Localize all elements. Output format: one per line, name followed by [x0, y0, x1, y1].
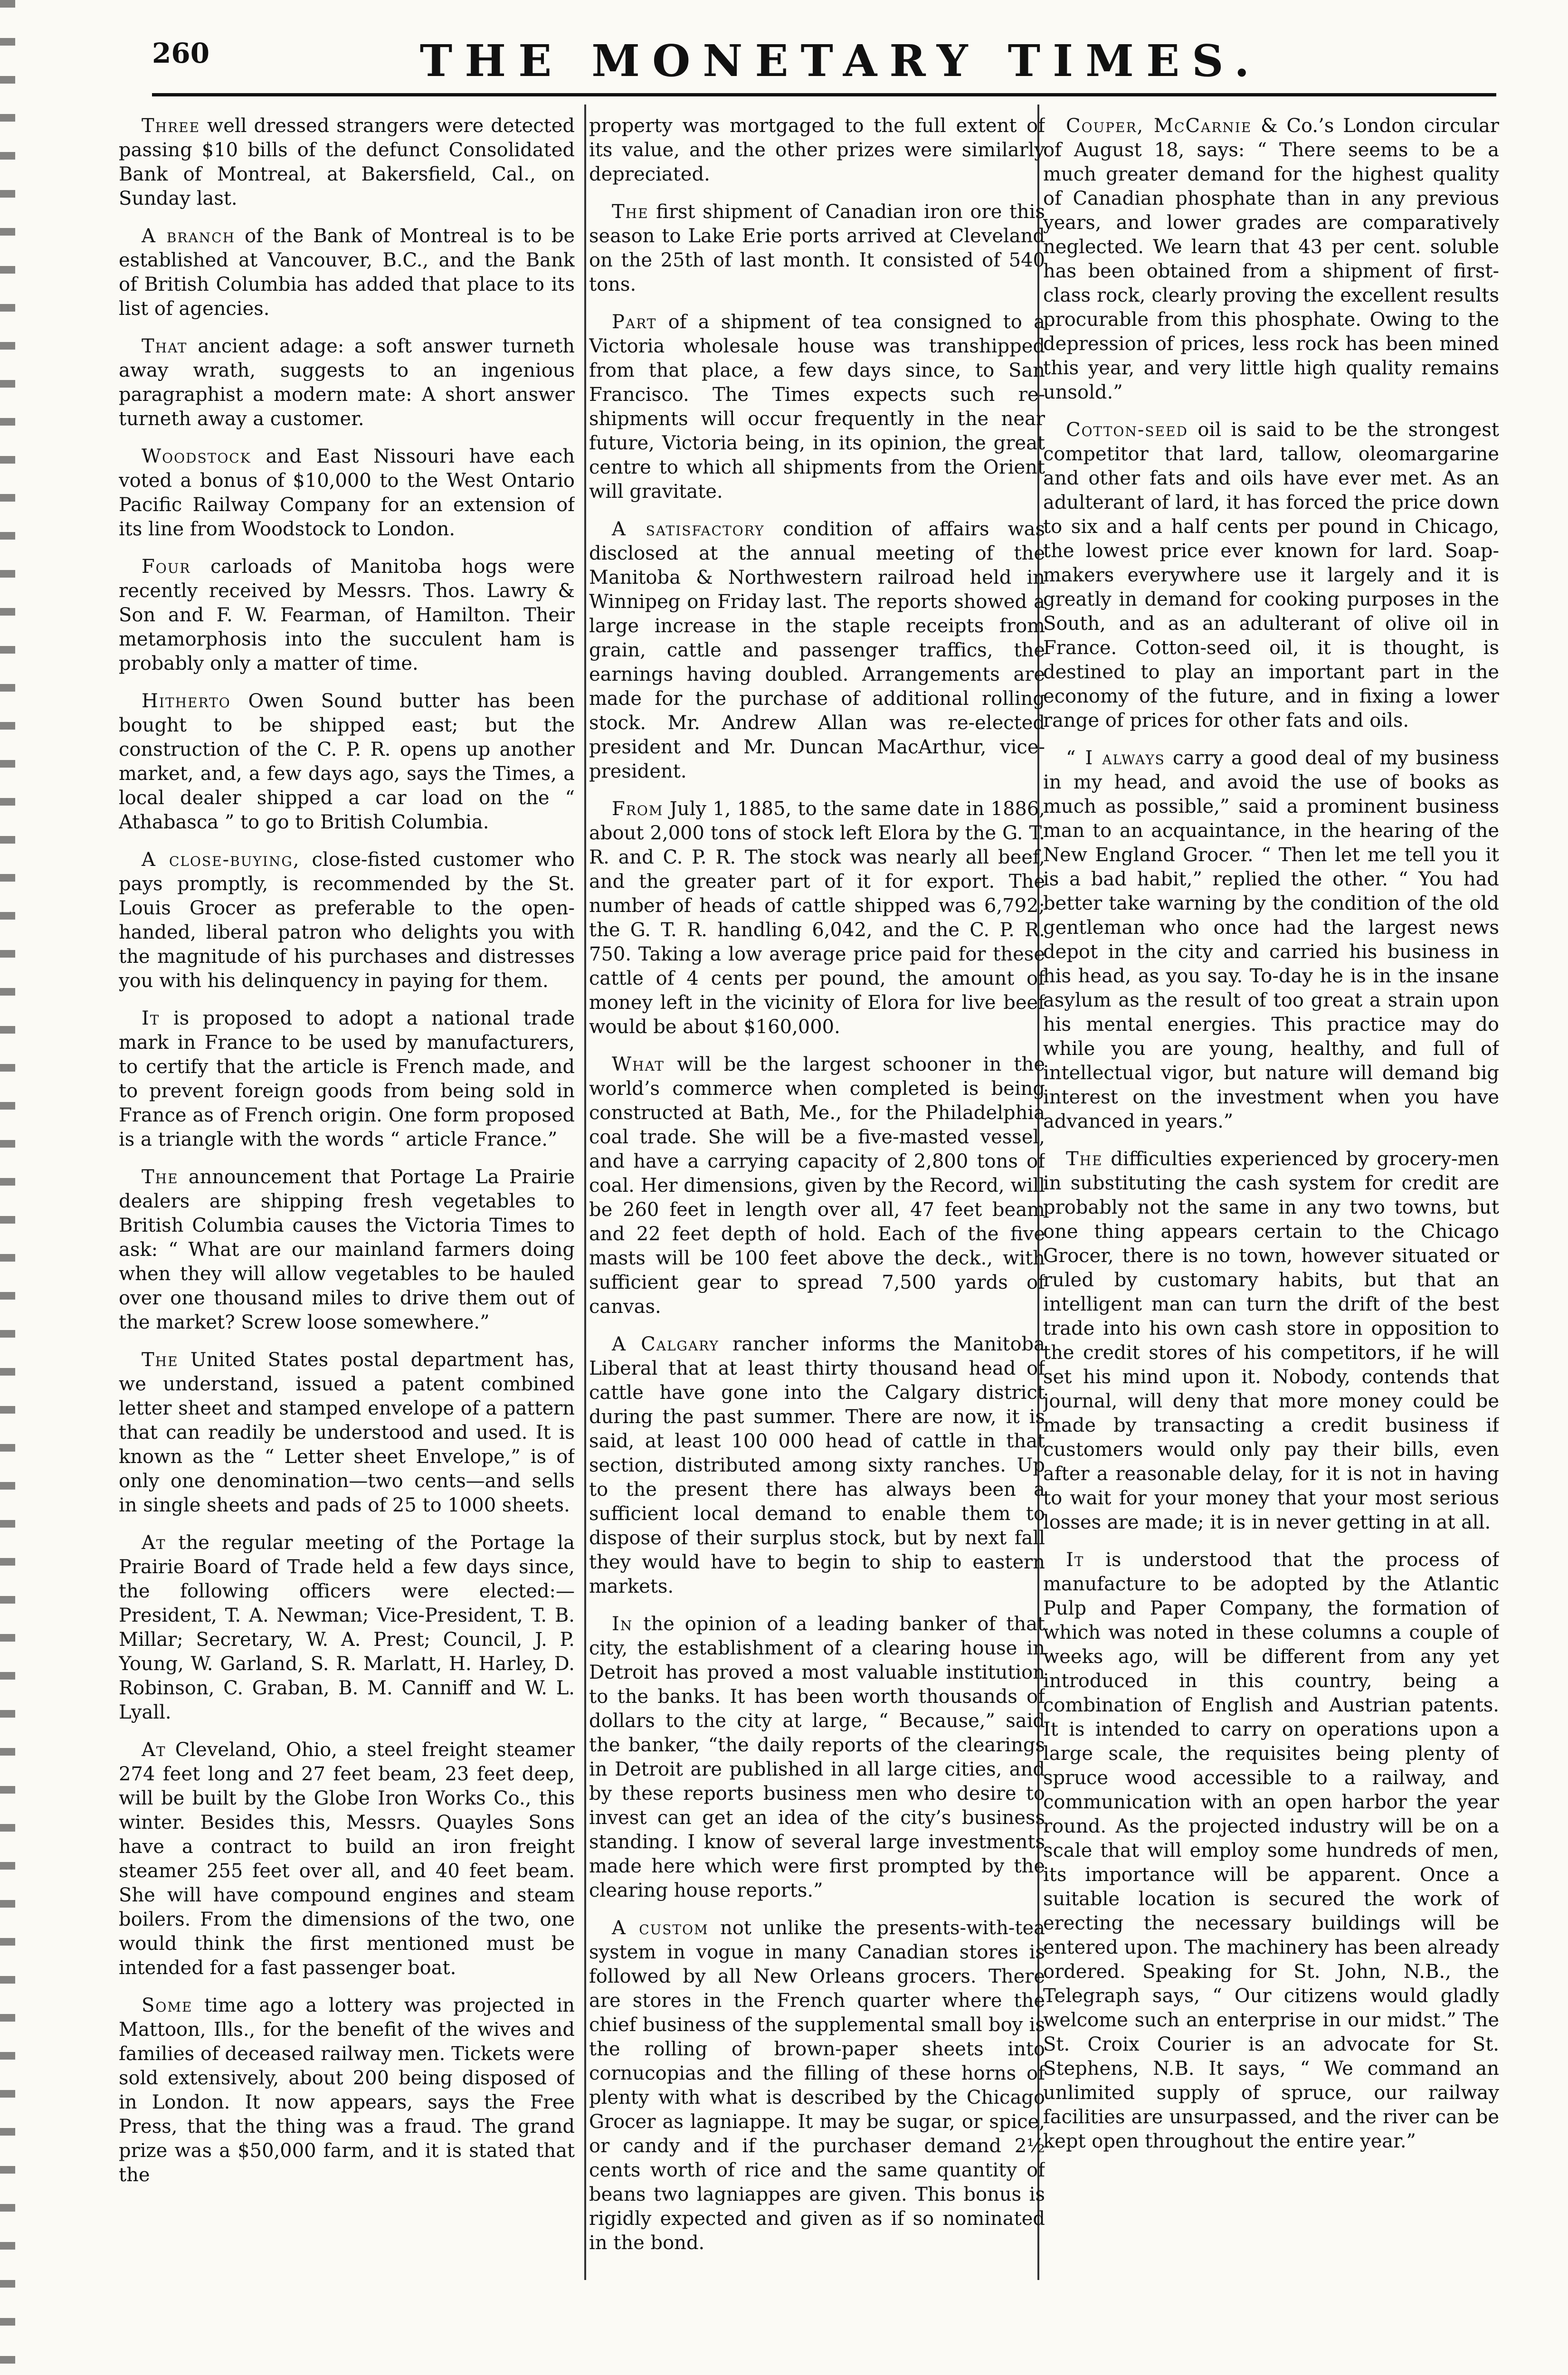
- article-paragraph: [589, 517, 1045, 784]
- paragraph-lead: The: [612, 201, 649, 223]
- paragraph-text: difficulties experienced by grocery-men in substituting the cash system for credit are probably not the same in any two towns, but one thing appears certain to the Chicago Grocer, there is no town, however situated or ruled by customary habits, but that an intelligent man can turn the drift of the best trade into his own cash store in opposition to the credit stores of his competitors, if he will set his mind upon it. Nobody, contends that journal, will deny that more money could be made by transacting a credit business if customers would only pay their bills, even after a reasonable delay, for it is not in having to wait for your money that your most serious losses are made; it is in never getting in at all.: [1043, 1148, 1499, 1533]
- article-paragraph: [119, 114, 575, 211]
- article-paragraph: [1043, 1147, 1499, 1535]
- article-paragraph: [589, 1053, 1045, 1319]
- article-paragraph: [119, 1738, 575, 1980]
- article-paragraph: [589, 114, 1045, 187]
- article-paragraph: [119, 689, 575, 835]
- header-rule: [152, 93, 1496, 96]
- paragraph-lead: Three: [142, 115, 200, 137]
- column-1: [119, 114, 575, 2280]
- article-paragraph: [119, 334, 575, 431]
- paragraph-text: July 1, 1885, to the same date in 1886, about 2,000 tons of stock left Elora by the G. T. R. and C. P. R. The stock was nearly all beef, and the greater part of it for export. The number of heads of cattle shipped was 6,792; the G. T. R. handling 6,042, and the C. P. R. 750. Taking a low average price paid for these cattle of 4 cents per pound, the amount of money left in the vicinity of Elora for live beef would be about $160,000.: [589, 798, 1045, 1038]
- paragraph-text: time ago a lottery was projected in Mattoon, Ills., for the benefit of the wives and families of deceased railway men. Tickets were sold extensively, about 200 being disposed of in London. It now appears, says the Free Press, that the thing was a fraud. The grand prize was a $50,000 farm, and it is stated that the: [119, 1995, 575, 2186]
- article-paragraph: [589, 200, 1045, 297]
- article-paragraph: [119, 1994, 575, 2187]
- article-paragraph: [589, 310, 1045, 504]
- binding-edge: [0, 0, 15, 2375]
- article-paragraph: [119, 1165, 575, 1335]
- article-paragraph: [119, 1007, 575, 1152]
- paragraph-lead: “ I always: [1066, 747, 1165, 769]
- article-paragraph: [119, 555, 575, 676]
- paragraph-text: the opinion of a leading banker of that city, the establishment of a clearing house in Detroit has proved a most valuable institution to the banks. It has been worth thousands of dollars to the city at large, “ Because,” said the banker, “the daily reports of the clearings in Detroit are published in all large cities, and by these reports business men who desire to invest can get an idea of the city’s business standing. I know of several large investments made here which were first prompted by the clearing house reports.”: [589, 1613, 1045, 1901]
- article-paragraph: [589, 797, 1045, 1039]
- paragraph-lead: Four: [142, 556, 191, 578]
- column-3: [1043, 114, 1499, 2280]
- paragraph-lead: Hitherto: [142, 690, 231, 712]
- paragraph-text: is understood that the process of manufacture to be adopted by the Atlantic Pulp and Paper Company, the formation of which was noted in these columns a couple of weeks ago, will be different from any yet introduced in this country, being a combination of English and Austrian patents. It is intended to carry on operations upon a large scale, the requisites being plenty of spruce wood accessible to a railway, and communication with an open harbor the year round. As the projected industry will be on a scale that will employ some hundreds of men, its importance will be apparent. Once a suitable location is secured the work of erecting the necessary buildings will be entered upon. The machinery has been already ordered. Speaking for St. John, N.B., the Telegraph says, “ Our citizens would gladly welcome such an enterprise in our midst.” The St. Croix Courier is an advocate for St. Stephens, N.B. It says, “ We command an unlimited supply of spruce, our railway facilities are unsurpassed, and the river can be kept open throughout the entire year.”: [1043, 1549, 1499, 2152]
- paragraph-text: oil is said to be the strongest competitor that lard, tallow, oleomargarine and other fats and oils have ever met. As an adulterant of lard, it has forced the price down to six and a half cents per pound in Chicago, the lowest price ever known for lard. Soap-makers everywhere use it largely and it is greatly in demand for cooking purposes in the South, and as an adulterant of olive oil in France. Cotton-seed oil, it is thought, is destined to play an important part in the economy of the future, and in fixing a lower range of prices for other fats and oils.: [1043, 419, 1499, 732]
- paragraph-text: is proposed to adopt a national trade mark in France to be used by manufacturers, to certify that the article is French made, and to prevent foreign goods from being sold in France as of French origin. One form proposed is a triangle with the words “ article France.”: [119, 1007, 575, 1150]
- paragraph-text: the regular meeting of the Portage la Prairie Board of Trade held a few days since, the following officers were elected:—President, T. A. Newman; Vice-President, T. B. Millar; Secretary, W. A. Prest; Council, J. P. Young, W. Garland, S. R. Marlatt, H. Harley, D. Robinson, C. Graban, B. M. Canniff and W. L. Lyall.: [119, 1532, 575, 1723]
- paragraph-lead: A close-buying,: [142, 849, 300, 871]
- paragraph-text: and East Nissouri have each voted a bonus of $10,000 to the West Ontario Pacific Railway Company for an extension of its line from Woodstock to London.: [119, 446, 575, 540]
- paragraph-lead: A satisfactory: [612, 518, 765, 540]
- paragraph-text: United States postal department has, we understand, issued a patent combined letter sheet and stamped envelope of a pattern that can readily be understood and used. It is known as the “ Letter sheet Envelope,” is of only one denomination—two cents—and sells in single sheets and pads of 25 to 1000 sheets.: [119, 1349, 575, 1516]
- paragraph-text: ancient adage: a soft answer turneth away wrath, suggests to an ingenious paragraphist a modern mate: A short answer turneth away a customer.: [119, 335, 575, 430]
- paragraph-lead: A Calgary: [612, 1333, 719, 1355]
- article-paragraph: [589, 1612, 1045, 1903]
- article-paragraph: [1043, 114, 1499, 405]
- paragraph-lead: The: [142, 1166, 179, 1188]
- article-paragraph: [1043, 418, 1499, 733]
- paragraph-lead: Some: [142, 1995, 193, 2016]
- paragraph-text: rancher informs the Manitoba Liberal that at least thirty thousand head of cattle have gone into the Calgary district during the past summer. There are now, it is said, at least 100 000 head of cattle in that section, distributed among sixty ranches. Up to the present there has always been a sufficient local demand to enable them to dispose of their surplus stock, but by next fall they would have to begin to ship to eastern markets.: [589, 1333, 1045, 1597]
- masthead-title: THE MONETARY TIMES.: [419, 35, 1262, 86]
- paragraph-text: of the Bank of Montreal is to be established at Vancouver, B.C., and the Bank of British Columbia has added that place to its list of agencies.: [119, 225, 575, 320]
- paragraph-text: announcement that Portage La Prairie dealers are shipping fresh vegetables to British Columbia causes the Victoria Times to ask: “ What are our mainland farmers doing when they will allow vegetables to be hauled over one thousand miles to drive them out of the market? Screw loose somewhere.”: [119, 1166, 575, 1333]
- paragraph-text: Cleveland, Ohio, a steel freight steamer 274 feet long and 27 feet beam, 23 feet deep, will be built by the Globe Iron Works Co., this winter. Besides this, Messrs. Quayles Sons have a contract to build an iron freight steamer 255 feet over all, and 40 feet beam. She will have compound engines and steam boilers. From the dimensions of the two, one would think the first mentioned must be intended for a fast passenger boat.: [119, 1739, 575, 1979]
- paragraph-lead: A branch: [142, 225, 236, 247]
- paragraph-text: property was mortgaged to the full extent of its value, and the other prizes were similarly depreciated.: [589, 115, 1045, 185]
- article-paragraph: [1043, 1548, 1499, 2154]
- article-paragraph: [119, 1348, 575, 1518]
- paragraph-text: carloads of Manitoba hogs were recently received by Messrs. Thos. Lawry & Son and F. W. Fearman, of Hamilton. Their metamorphosis into the succulent ham is probably only a matter of time.: [119, 556, 575, 674]
- article-paragraph: [589, 1916, 1045, 2255]
- paragraph-lead: In: [612, 1613, 633, 1635]
- article-paragraph: [119, 445, 575, 542]
- paragraph-text: carry a good deal of my business in my head, and avoid the use of books as much as possible,” said a prominent business man to an acquaintance, in the hearing of the New England Grocer. “ Then let me tell you it is a bad habit,” replied the other. “ You had better take warning by the condition of the old gentleman who once had the largest news depot in the city and carried his business in his head, as you say. To-day he is in the insane asylum as the result of too great a strain upon his mental energies. This practice may do while you are young, healthy, and full of intellectual vigor, but nature will demand big interest on the investment when you have advanced in years.”: [1043, 747, 1499, 1132]
- paragraph-lead: The: [142, 1349, 179, 1371]
- paragraph-lead: The: [1066, 1148, 1103, 1170]
- paragraph-text: & Co.’s London circular of August 18, says: “ There seems to be a much greater demand for the highest quality of Canadian phosphate than in any previous years, and lower grades are comparatively neglected. We learn that 43 per cent. soluble has been obtained from a shipment of first-class rock, clearly proving the excellent results procurable from this phosphate. Owing to the depression of prices, less rock has been mined this year, and very little high quality remains unsold.”: [1043, 115, 1499, 403]
- paragraph-text: well dressed strangers were detected passing $10 bills of the defunct Consolidated Bank of Montreal, at Bakersfield, Cal., on Sunday last.: [119, 115, 575, 209]
- page-number: 260: [152, 37, 210, 69]
- article-paragraph: [589, 1332, 1045, 1599]
- paragraph-lead: It: [142, 1007, 160, 1029]
- article-paragraph: [119, 848, 575, 993]
- paragraph-lead: It: [1066, 1549, 1084, 1571]
- paragraph-lead: Woodstock: [142, 446, 251, 467]
- paragraph-text: first shipment of Canadian iron ore this season to Lake Erie ports arrived at Cleveland on the 25th of last month. It consisted of 540 tons.: [589, 201, 1045, 295]
- column-divider: [584, 104, 586, 2280]
- paragraph-text: will be the largest schooner in the world’s commerce when completed is being constructed at Bath, Me., for the Philadelphia coal trade. She will be a five-masted vessel, and have a carrying capacity of 2,800 tons of coal. Her dimensions, given by the Record, will be 260 feet in length over all, 47 feet beam and 22 feet depth of hold. Each of the five masts will be 100 feet above the deck., with sufficient gear to spread 7,500 yards of canvas.: [589, 1054, 1045, 1318]
- column-2: [589, 114, 1045, 2280]
- paragraph-text: of a shipment of tea consigned to a Victoria wholesale house was transhipped from that place, a few days since, to San Francisco. The Times expects such re-shipments will occur frequently in the near future, Victoria being, in its opinion, the great centre to which all shipments from the Orient will gravitate.: [589, 311, 1045, 503]
- paragraph-text: Owen Sound butter has been bought to be shipped east; but the construction of the C. P. R. opens up another market, and, a few days ago, says the Times, a local dealer shipped a car load on the “ Athabasca ” to go to British Columbia.: [119, 690, 575, 833]
- paragraph-lead: From: [612, 798, 664, 820]
- paragraph-lead: That: [142, 335, 188, 357]
- article-paragraph: [119, 1531, 575, 1725]
- page-header: [152, 28, 1530, 95]
- paragraph-lead: Couper, McCarnie: [1066, 115, 1252, 137]
- paragraph-lead: At: [142, 1532, 166, 1554]
- paragraph-text: close-fisted customer who pays promptly, is recommended by the St. Louis Grocer as preferable to the open-handed, liberal patron who delights you with the magnitude of his purchases and distresses you with his delinquency in paying for them.: [119, 849, 575, 992]
- article-paragraph: [119, 224, 575, 321]
- article-paragraph: [1043, 746, 1499, 1134]
- paragraph-text: not unlike the presents-with-tea system in vogue in many Canadian stores is followed by all New Orleans grocers. There are stores in the French quarter where the chief business of the supplemental small boy is the rolling of brown-paper sheets into cornucopias and the filling of these horns of plenty with what is described by the Chicago Grocer as lagniappe. It may be sugar, or spice, or candy and if the purchaser demand 2½ cents worth of rice and the same quantity of beans two lagniappes are given. This bonus is rigidly expected and given as if so nominated in the bond.: [589, 1917, 1045, 2254]
- paragraph-lead: Part: [612, 311, 657, 333]
- paragraph-text: condition of affairs was disclosed at the annual meeting of the Manitoba & Northwestern railroad held in Winnipeg on Friday last. The reports showed a large increase in the staple receipts from grain, cattle and passenger traffics, the earnings having doubled. Arrangements are made for the purchase of additional rolling stock. Mr. Andrew Allan was re-elected president and Mr. Duncan MacArthur, vice-president.: [589, 518, 1045, 782]
- paragraph-lead: At: [142, 1739, 166, 1761]
- paragraph-lead: A custom: [612, 1917, 709, 1939]
- paragraph-lead: Cotton-seed: [1066, 419, 1188, 441]
- paragraph-lead: What: [612, 1054, 665, 1075]
